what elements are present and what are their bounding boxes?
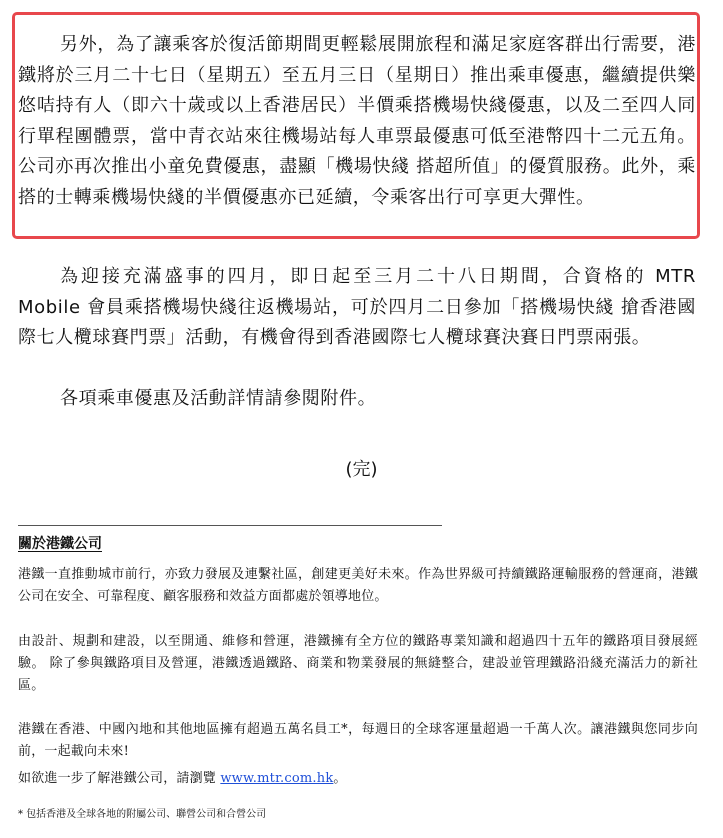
paragraph-easter-offers: 另外，為了讓乘客於復活節期間更輕鬆展開旅程和滿足家庭客群出行需要，港鐵將於三月二十七日（星期五）至五月三日（星期日）推出乘車優惠，繼續提供樂悠咭持有人（即六十歲或以上香港居民）半價乘搭機場快綫優惠，以及二至四人同行單程團體票，當中青衣站來往機場站每人車票最優惠可低至港幣四十二元五角。公司亦再次推出小童免費優惠，盡顯「機場快綫 搭超所值」的優質服務。此外，乘搭的士轉乘機場快綫的半價優惠亦已延續，令乘客出行可享更大彈性。 — [18, 34, 696, 208]
footnote: * 包括香港及全球各地的附屬公司、聯營公司和合營公司 — [18, 809, 267, 820]
visit-website-text: 如欲進一步了解港鐵公司，請瀏覽 — [18, 771, 221, 786]
visit-website-suffix: 。 — [333, 771, 347, 786]
mtr-website-link[interactable]: www.mtr.com.hk — [220, 771, 334, 786]
section-divider — [18, 525, 442, 526]
about-paragraph-3: 港鐵在香港、中國內地和其他地區擁有超過五萬名員工*，每週日的全球客運量超過一千萬人次。讓港鐵與您同步向前，一起載向未來! — [18, 722, 698, 759]
end-mark: (完) — [345, 459, 378, 480]
about-paragraph-2: 由設計、規劃和建設，以至開通、維修和營運，港鐵擁有全方位的鐵路專業知識和超過四十五年的鐵路項目發展經驗。 除了參與鐵路項目及營運，港鐵透過鐵路、商業和物業發展的無縫整合，建設並管理鐵路沿綫充滿活力的新社區。 — [18, 634, 698, 693]
about-paragraph-1: 港鐵一直推動城市前行，亦致力發展及連繫社區，創建更美好未來。作為世界級可持續鐵路運輸服務的營運商，港鐵公司在安全、可靠程度、顧客服務和效益方面都處於領導地位。 — [18, 567, 698, 604]
paragraph-see-appendix: 各項乘車優惠及活動詳情請參閱附件。 — [60, 388, 377, 409]
about-mtr-heading: 關於港鐵公司 — [18, 536, 102, 552]
about-paragraph-4 — [18, 768, 698, 790]
paragraph-rugby-sevens-campaign: 為迎接充滿盛事的四月，即日起至三月二十八日期間，合資格的 MTR Mobile 會員乘搭機場快綫往返機場站，可於四月二日參加「搭機場快綫 搶香港國際七人欖球賽門票」活動，有機會得到香港國際七人欖球賽決賽日門票兩張。 — [18, 266, 696, 348]
